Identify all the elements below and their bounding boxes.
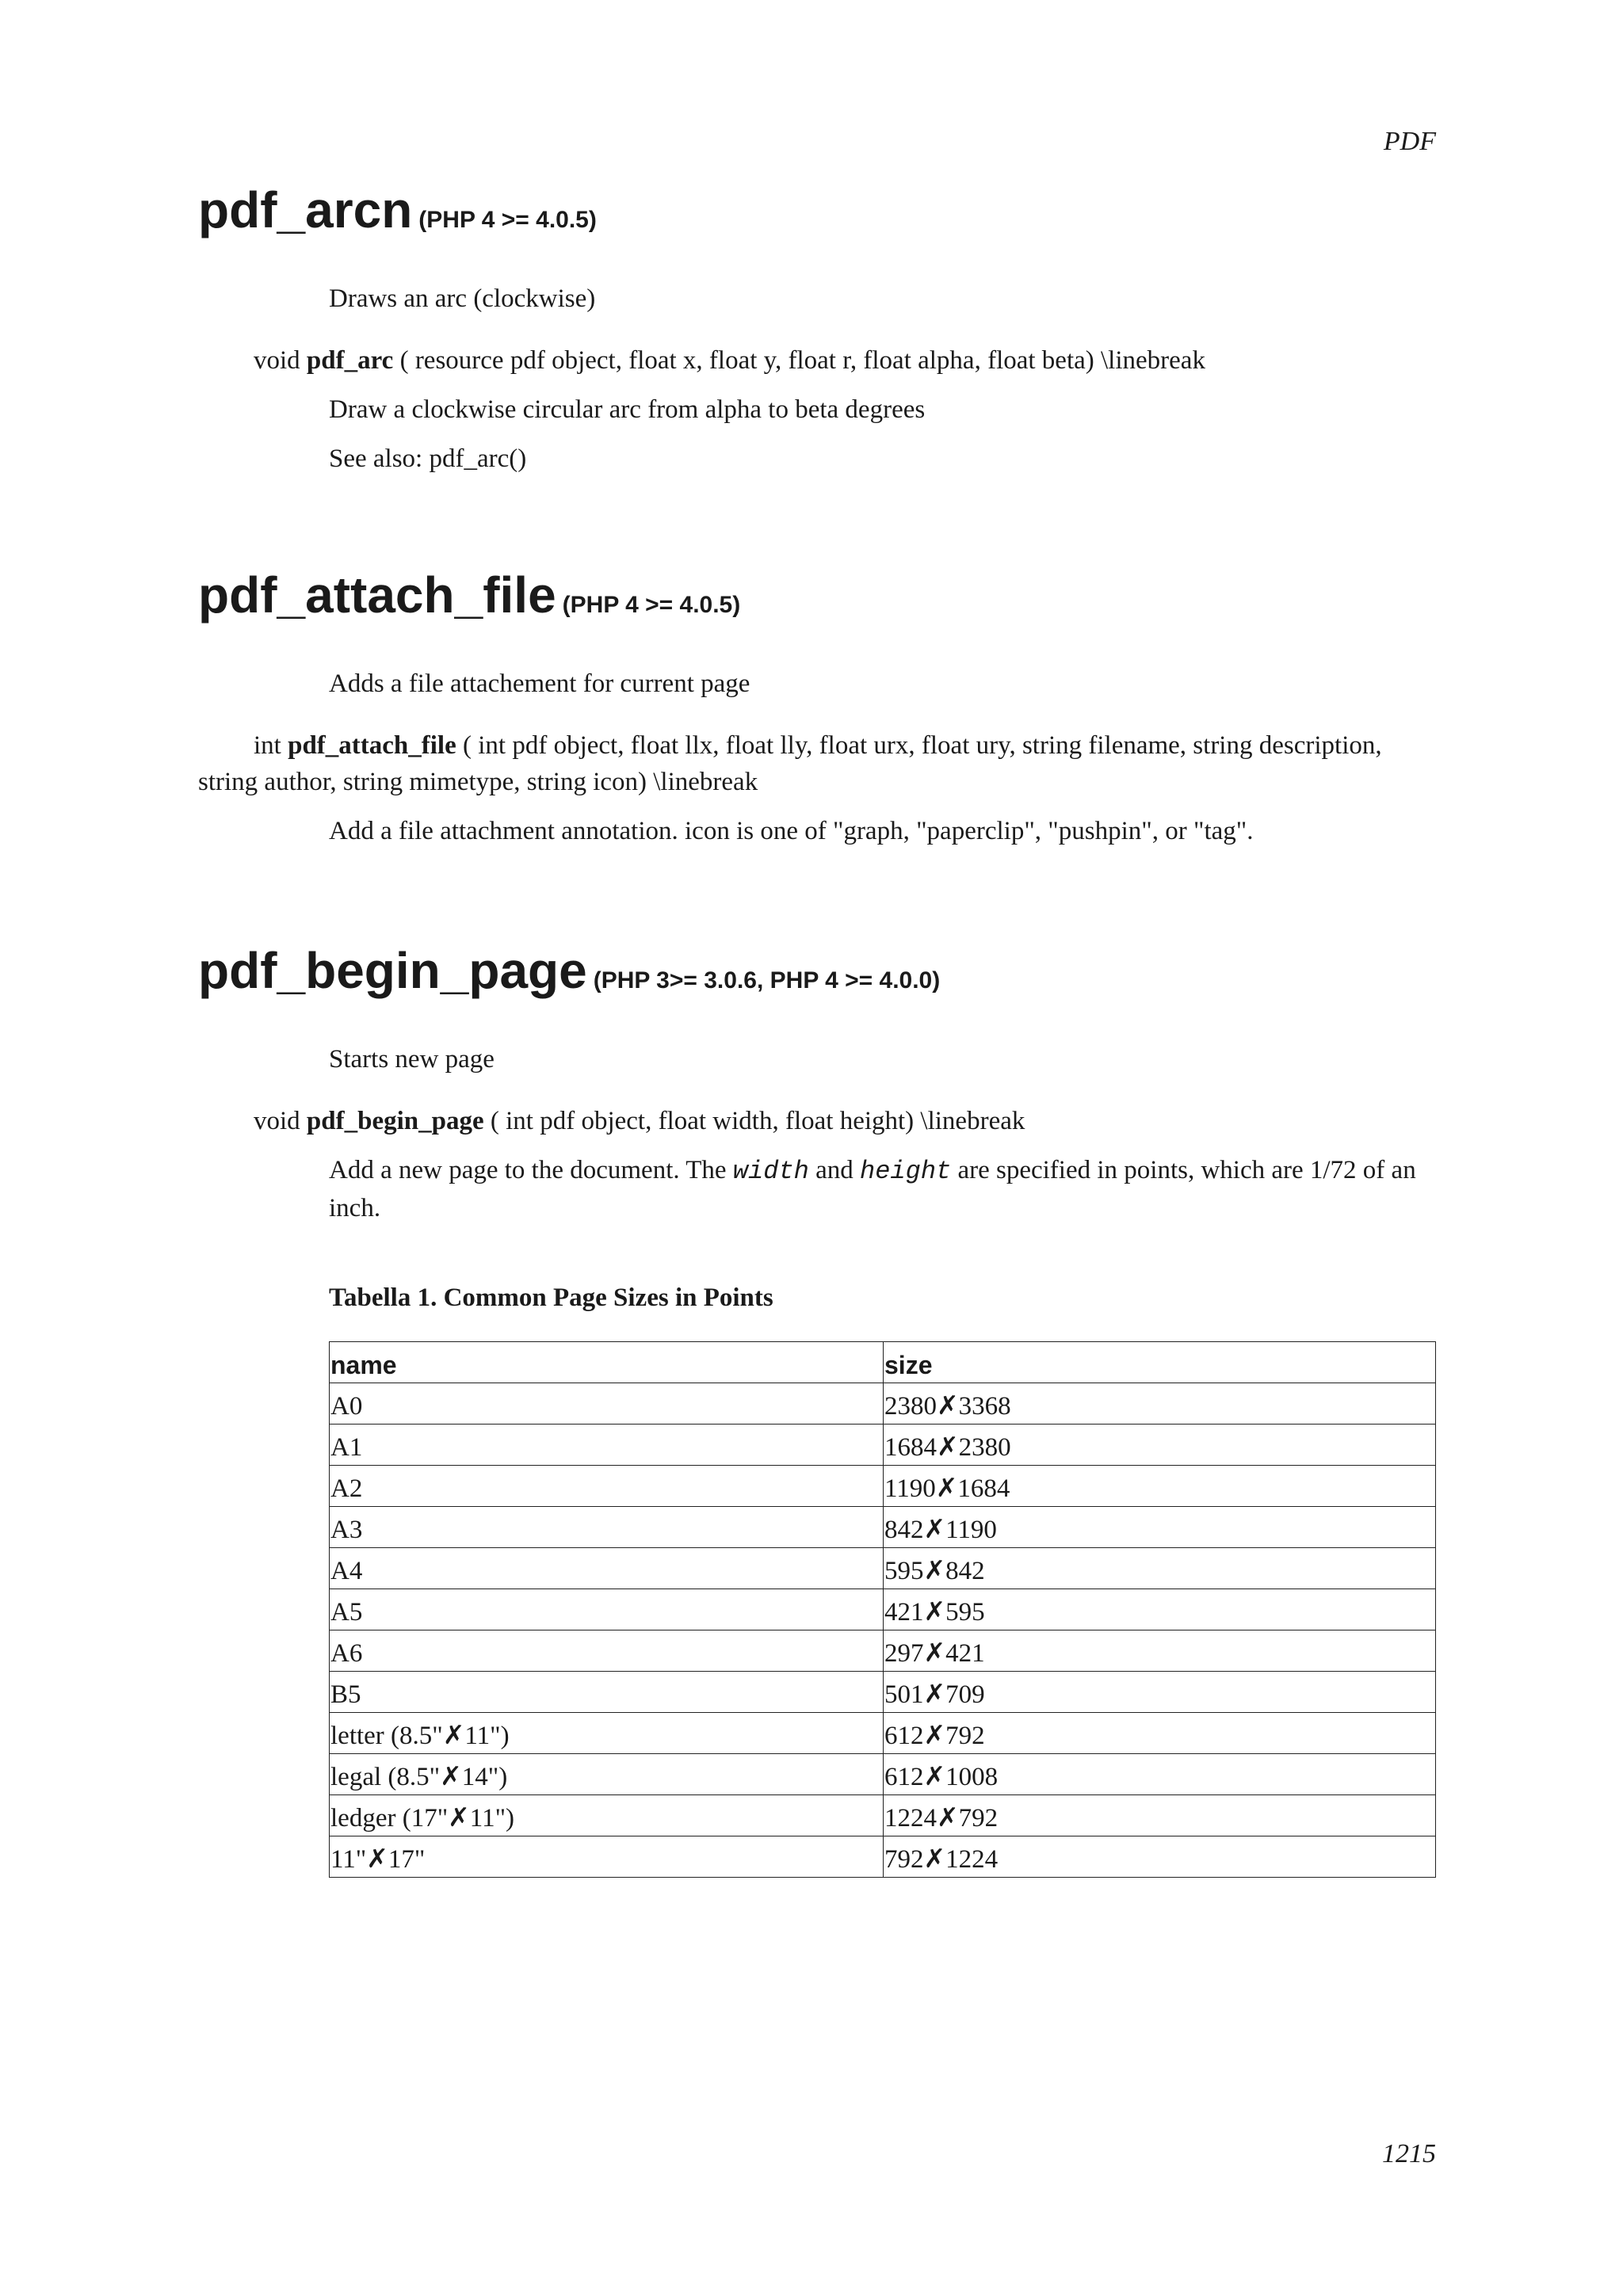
purpose: Adds a file attachement for current page — [329, 669, 750, 698]
purpose: Starts new page — [329, 1045, 495, 1074]
cell-page-name: B5 — [330, 1672, 884, 1713]
entry-pdf-attach-file — [198, 566, 1442, 849]
cell-page-name: A6 — [330, 1630, 884, 1672]
table-row — [330, 1466, 1436, 1507]
cell-page-name: 11"✗17" — [330, 1836, 884, 1878]
table-caption: Tabella 1. Common Page Sizes in Points — [329, 1283, 773, 1312]
cell-page-name: legal (8.5"✗14") — [330, 1754, 884, 1795]
column-header-size: size — [884, 1342, 1436, 1383]
cell-page-name: A2 — [330, 1466, 884, 1507]
description: Add a file attachment annotation. icon is one of "graph, "paperclip", "pushpin", or "tag". — [329, 817, 1254, 845]
cell-page-name: A0 — [330, 1383, 884, 1425]
return-type: void — [254, 1107, 300, 1135]
cell-page-size: 501✗709 — [884, 1672, 1436, 1713]
function-synopsis — [198, 1103, 1442, 1139]
cell-page-name: ledger (17"✗11") — [330, 1795, 884, 1836]
return-type: int — [254, 731, 281, 760]
synopsis-args: ( int pdf object, float width, float height) \linebreak — [490, 1107, 1025, 1135]
cell-page-name: letter (8.5"✗11") — [330, 1713, 884, 1754]
cell-page-size: 1190✗1684 — [884, 1466, 1436, 1507]
table-row — [330, 1754, 1436, 1795]
table-row — [330, 1795, 1436, 1836]
version-info: (PHP 4 >= 4.0.5) — [418, 207, 597, 233]
function-name: pdf_arcn — [198, 181, 413, 238]
running-header: PDF — [1383, 127, 1436, 156]
cell-page-size: 792✗1224 — [884, 1836, 1436, 1878]
synopsis-args: ( resource pdf object, float x, float y, float r, float alpha, float beta) \linebreak — [399, 346, 1205, 375]
description-text: and — [808, 1156, 860, 1184]
table-row — [330, 1507, 1436, 1548]
table-row — [330, 1672, 1436, 1713]
table-row — [330, 1836, 1436, 1878]
table-row — [330, 1425, 1436, 1466]
cell-page-size: 2380✗3368 — [884, 1383, 1436, 1425]
cell-page-size: 421✗595 — [884, 1589, 1436, 1630]
table-row — [330, 1713, 1436, 1754]
function-name: pdf_attach_file — [198, 566, 556, 624]
entry-title — [198, 941, 1442, 1000]
description-text: Add a new page to the document. The — [329, 1156, 733, 1184]
column-header-name: name — [330, 1342, 884, 1383]
cell-page-size: 595✗842 — [884, 1548, 1436, 1589]
page-sizes-table — [329, 1341, 1436, 1878]
entry-pdf-begin-page — [198, 941, 1442, 1226]
cell-page-name: A4 — [330, 1548, 884, 1589]
cell-page-size: 612✗1008 — [884, 1754, 1436, 1795]
synopsis-function-name: pdf_arc — [306, 346, 394, 375]
page-number: 1215 — [1382, 2139, 1436, 2168]
version-info: (PHP 3>= 3.0.6, PHP 4 >= 4.0.0) — [593, 967, 941, 994]
cell-page-size: 1684✗2380 — [884, 1425, 1436, 1466]
synopsis-args: ( int pdf object, float llx, float lly, float urx, float ury, string filename, string description, string author, string mimetype, string icon) \linebreak — [198, 731, 1382, 796]
table-row — [330, 1383, 1436, 1425]
description — [329, 1152, 1442, 1226]
version-info: (PHP 4 >= 4.0.5) — [562, 592, 741, 618]
entry-pdf-arcn — [198, 181, 1442, 477]
entry-title — [198, 181, 1442, 239]
table-row — [330, 1589, 1436, 1630]
cell-page-size: 297✗421 — [884, 1630, 1436, 1672]
synopsis-function-name: pdf_begin_page — [306, 1107, 484, 1135]
see-also: See also: pdf_arc() — [329, 444, 527, 473]
table-body — [330, 1383, 1436, 1878]
purpose: Draws an arc (clockwise) — [329, 284, 596, 313]
parameter-width: width — [732, 1157, 809, 1186]
return-type: void — [254, 346, 300, 375]
synopsis-function-name: pdf_attach_file — [288, 731, 456, 760]
function-synopsis — [198, 342, 1442, 379]
cell-page-name: A3 — [330, 1507, 884, 1548]
cell-page-name: A5 — [330, 1589, 884, 1630]
table-row — [330, 1548, 1436, 1589]
parameter-height: height — [860, 1157, 952, 1186]
description-text: are specified in points, which are 1/72 of an inch. — [329, 1156, 1416, 1222]
description: Draw a clockwise circular arc from alpha to beta degrees — [329, 395, 926, 424]
cell-page-size: 612✗792 — [884, 1713, 1436, 1754]
cell-page-name: A1 — [330, 1425, 884, 1466]
table-header-row — [330, 1342, 1436, 1383]
cell-page-size: 842✗1190 — [884, 1507, 1436, 1548]
function-name: pdf_begin_page — [198, 942, 587, 999]
cell-page-size: 1224✗792 — [884, 1795, 1436, 1836]
function-synopsis — [198, 727, 1442, 800]
table-row — [330, 1630, 1436, 1672]
entry-title — [198, 566, 1442, 624]
